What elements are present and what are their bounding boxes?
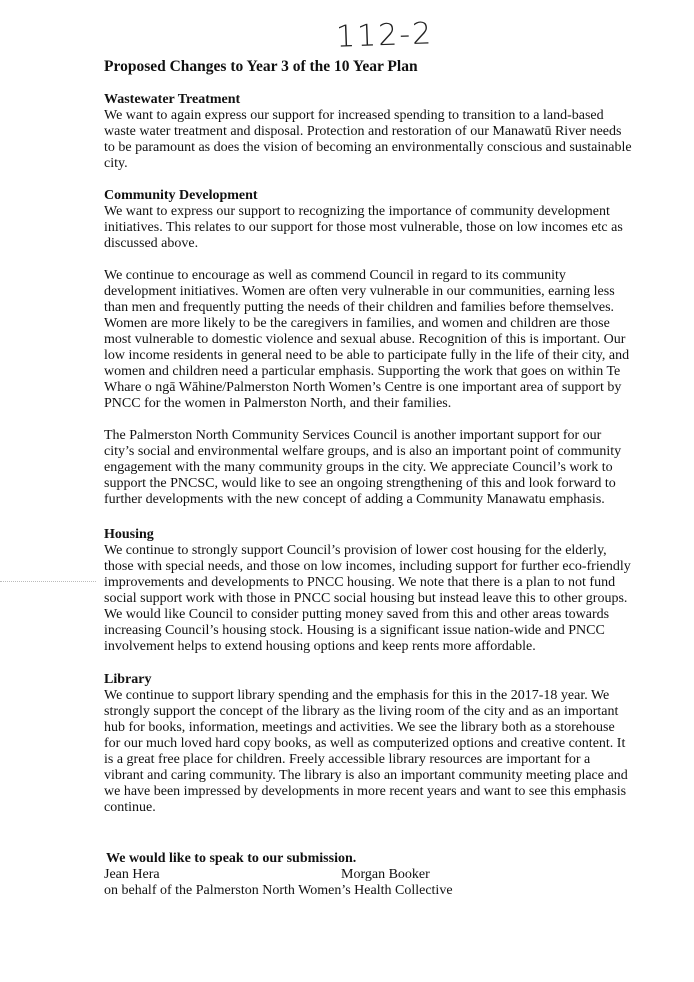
paragraph-library-1: We continue to support library spending and the emphasis for this in the 2017-18 year. We strongly support the concept of the library as the living room of the city and as an important hub for books, information, meetings and activities. We see the library both as a storehouse for our much loved hard copy books, as well as computerized options and creative content. It is a great free place for children. Freely accessible library resources are important for a vibrant and caring community. The library is also an important community meeting place and we have been impressed by developments in more recent years and want to see this emphasis continue. xyxy=(104,688,628,815)
paragraph-community-2: We continue to encourage as well as commend Council in regard to its community development initiatives. Women are often very vulnerable in our communities, earning less than men and frequently putting the needs of their children and families before themselves. Women are more likely to be the caregivers in families, and women and children are those most vulnerable to domestic violence and sexual abuse. Recognition of this is important. Our low income residents in general need to be able to participate fully in the life of their city, and women and children need a particular emphasis. Supporting the work that goes on within Te Whare o ngā Wāhine/Palmerston North Women’s Centre is one important area of support by PNCC for the women in Palmerston North, and their families. xyxy=(104,268,630,411)
paragraph-housing-1: We continue to strongly support Council’s provision of lower cost housing for the elderly, those with special needs, and those on low incomes, including support for further eco-friendly improvements and developments to PNCC housing. We note that there is a plan to not fund social support work with those in PNCC social housing but instead leave this to other groups. We would like Council to consider putting money saved from this and other areas towards increasing Council’s housing stock. Housing is a significant issue nation-wide and PNCC involvement helps to extend housing options and keep rents more affordable. xyxy=(104,543,631,654)
closing-block xyxy=(104,851,644,899)
on-behalf-line: on behalf of the Palmerston North Women’s Health Collective xyxy=(104,883,453,898)
document-title: Proposed Changes to Year 3 of the 10 Year Plan xyxy=(104,58,418,75)
paragraph-community-1: We want to express our support to recognizing the importance of community development initiatives. This relates to our support for those most vulnerable, those on low incomes etc as discussed above. xyxy=(104,204,623,251)
section-heading-housing: Housing xyxy=(104,527,154,542)
paragraph-wastewater-1: We want to again express our support for increased spending to transition to a land-based waste water treatment and disposal. Protection and restoration of our Manawatū River needs to be paramount as does the vision of becoming an environmentally conscious and sustainable city. xyxy=(104,108,632,171)
paragraph-community-3: The Palmerston North Community Services Council is another important support for our city’s social and environmental welfare groups, and is also an important point of community engagement with the many community groups in the city. We appreciate Council’s work to support the PNCSC, would like to see an ongoing strengthening of this and look forward to further developments with the new concept of adding a Community Manawatu emphasis. xyxy=(104,428,622,507)
section-heading-library: Library xyxy=(104,672,152,687)
section-housing xyxy=(104,527,644,655)
signatory-jean-hera: Jean Hera xyxy=(104,867,160,882)
scan-artifact-line xyxy=(0,581,96,582)
speak-statement: We would like to speak to our submission. xyxy=(106,851,357,866)
section-library xyxy=(104,672,644,816)
section-heading-community: Community Development xyxy=(104,188,258,203)
section-heading-wastewater: Wastewater Treatment xyxy=(104,92,241,107)
handwritten-submission-number: 112-2 xyxy=(335,16,434,55)
signatories-row xyxy=(104,867,644,883)
section-community-development xyxy=(104,188,644,508)
signatory-morgan-booker: Morgan Booker xyxy=(341,867,430,882)
section-wastewater xyxy=(104,92,644,172)
